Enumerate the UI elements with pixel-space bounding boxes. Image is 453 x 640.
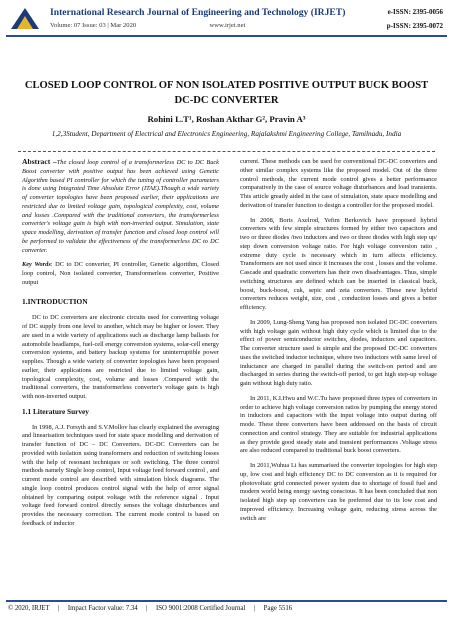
keywords-label: Key Words — [22, 261, 51, 269]
right-paragraph-1: current. These methods can be used for conventional DC-DC converters and other similar complex systems like the proposed model. Out of the three control methods, the current mode control gives a better performance comparatively in the case of source voltage disturbances and load transients. This article greatly aided in the case of simulation, state space modelling and derivation of transfer function to design a controller for the proposed model. — [240, 158, 437, 209]
right-paragraph-4: In 2011, K.I.Hwu and W.C.Tu have proposed three types of converters in order to achieve high voltage conversion ratios by pumping the energy stored in inductors and capacitors with the input voltage into output during off mode. These three converters have been addressed on the basis of circuit connection and control strategy. They are suitable for industrial applications as they provide good steady state and transient performances .Voltage stress are also reduced compared to traditional buck boost converters. — [240, 394, 437, 455]
p-issn: p-ISSN: 2395-0072 — [386, 22, 443, 30]
literature-heading: 1.1 Literature Survey — [22, 406, 89, 416]
journal-header — [6, 5, 447, 33]
abstract-text: The closed loop control of a transformerless DC to DC Buck Boost converter with positive output has been achieved using Genetic Algorithm based PI controller for which the tuning of controller parameters is done using Integrated Time Absolute Error (ITAE).Though a wide variety of converter topologies have been proposed earlier, their applications are restricted due to limited voltage gain, topological complexity, cost, volume and losses .Compared with the traditional converters, the transformerless converter's voltage gain is high with non-inverted output. Simulation, state space modelling, derivation of transfer function and closed loop control will be performed to validate the effectiveness of the transformerless DC to DC converter. — [22, 159, 219, 254]
right-paragraph-3: In 2009, Lung-Sheng Yang has proposed non isolated DC-DC converters with high voltage gain without high duty cycle which is limited due to the effect of power semiconductor switches, diodes, inductors and capacitors. The converter structure used is simple and the proposed DC-DC converters uses the switched inductor technique, where two inductors with same level of inductance are charged in parallel during the switch-on period and are discharged in series during the switch-off period, to get high step-up voltage gain without high duty ratio. — [240, 318, 437, 387]
paper-authors: Rohini L.T¹, Roshan Akthar G², Pravin A³ — [147, 114, 306, 124]
right-column — [240, 158, 437, 529]
abstract — [22, 158, 219, 255]
author-affiliation: 1,2,3Student, Department of Electrical and Electronics Engineering, Rajalakshmi Engineering College, Tamilnadu, India — [51, 130, 402, 138]
intro-paragraph: DC to DC converters are electronic circuits used for converting voltage of DC supply from one level to another, which may be higher or lower. They are used in a wide variety of applications such as discharge lamp ballasts for automobile headlamps, fuel-cell energy conversion systems, solar-cell energy conversion systems, and battery backup systems for uninterruptible power supplies. Though a wide variety of converter topologies have been proposed earlier, their applications are restricted due to limited voltage gain, topological complexity, cost, volume and losses .Compared with the traditional converters, the transformerless converter's voltage gain is high with non-inverted output. — [22, 314, 219, 400]
header-rule — [6, 35, 447, 37]
paper-title: CLOSED LOOP CONTROL OF NON ISOLATED POSITIVE OUTPUT BUCK BOOST DC-DC CONVERTER — [24, 80, 429, 106]
e-issn: e-ISSN: 2395-0056 — [387, 8, 443, 16]
left-column — [22, 158, 219, 535]
journal-volume — [50, 22, 245, 29]
journal-website[interactable]: www.irjet.net — [209, 22, 246, 29]
intro-heading: 1.INTRODUCTION — [22, 296, 88, 306]
right-paragraph-5: In 2011,Wuhua Li has summarised the converter topologies for high step up, low cost and high efficiency DC to DC conversion as it is required for photovoltaic grid connected power system due to shortage of fossil fuel and modern world being energy saving conscious. It has been concluded that non isolated high step up converters can be preferred due to its low cost and improved efficiency. Increasing voltage gain, reducing stress across the switch are — [240, 462, 437, 522]
page-footer — [8, 605, 445, 612]
irjet-logo — [8, 5, 42, 33]
literature-paragraph: In 1998, A.J. Forsyth and S.V.Mollov has clearly explained the averaging and linearisation techniques used for state space modelling and derivation of transfer function of DC – DC Converters. DC-DC Converters can be provided with isolation using transformers and reduction of switching losses with the help of resonant techniques or soft switching. The three control methods namely Single loop control, Input voltage feed forward control , and current mode control are described with simulation block diagrams. The single loop control produces control signal with the help of error signal obtained by comparing output voltage with the reference signal . Input voltage feed forward control directly senses the voltage disturbances and provides the necessary correction. The current mode control is based on feedback of inductor — [22, 423, 219, 527]
footer-text: © 2020, IRJET | Impact Factor value: 7.34 | ISO 9001:2008 Certified Journal | Page 5516 — [8, 605, 293, 612]
right-paragraph-2: In 2008, Boris Axelrod, Yefim Berkovich have proposed hybrid converters with few simple structures formed by either two capacitors and two or three diodes /two inductors and two or three diodes with high step up/ step down conversion voltage ratio. For high voltage conversion ratio , extreme duty cycle is necessary which in turn affects efficiency. Transformers are not used since it increases the cost , losses and the volume. Cascade and quadratic converters has their own disadvantages. Thus, simple switching structures are defined which can be inserted in classical buck, boost, buck-boost, cuk, sepic and zeta converters. These new hybrid converters reduces weight, size, cost , conduction losses and gives a better efficiency. — [240, 216, 437, 311]
journal-name: International Research Journal of Engineering and Technology (IRJET) — [50, 7, 346, 18]
abstract-label: Abstract – — [22, 157, 57, 166]
volume-text: Volume: 07 Issue: 03 | Mar 2020 — [50, 22, 137, 29]
keywords — [22, 261, 219, 287]
section-separator — [18, 151, 435, 152]
keywords-text: : DC to DC converter, PI controller, Genetic algorithm, Closed loop control, Non isolated converter, Transformerless converter, Positive output — [22, 261, 219, 286]
footer-rule — [6, 600, 447, 602]
